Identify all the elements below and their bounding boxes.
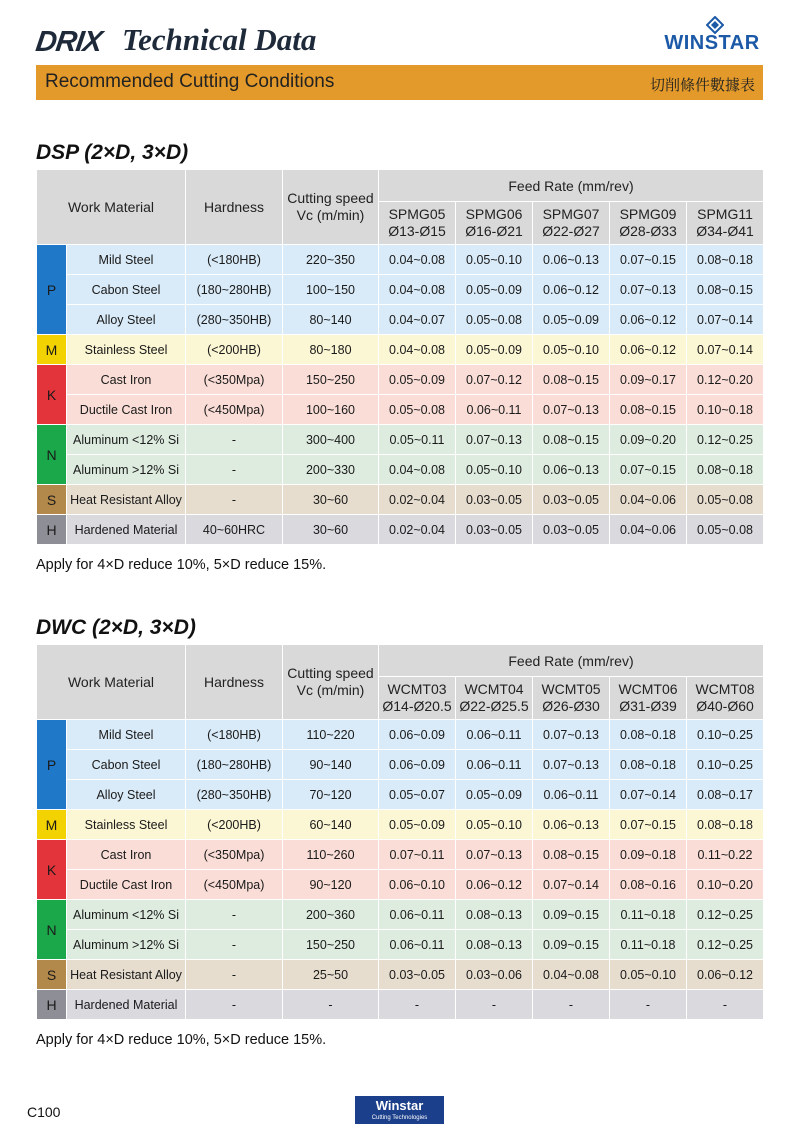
feed-rate-cell: 0.12~0.25	[687, 930, 764, 960]
material-group-badge: N	[37, 900, 67, 960]
feed-rate-cell: -	[687, 990, 764, 1020]
insert-header	[379, 202, 456, 245]
feed-rate-cell: 0.05~0.09	[379, 365, 456, 395]
insert-code: WCMT06	[618, 681, 678, 697]
feed-rate-cell: 0.08~0.18	[687, 810, 764, 840]
feed-rate-cell: 0.07~0.13	[533, 395, 610, 425]
insert-diameter-range: Ø40-Ø60	[696, 698, 754, 714]
insert-code: WCMT04	[464, 681, 524, 697]
feed-rate-cell: 0.07~0.14	[533, 870, 610, 900]
footer-winstar-logo	[355, 1096, 444, 1124]
feed-rate-cell: 0.06~0.13	[533, 810, 610, 840]
feed-rate-cell: 0.11~0.18	[610, 930, 687, 960]
material-group-badge: M	[37, 810, 67, 840]
hardness-header: Hardness	[186, 170, 283, 245]
feed-rate-cell: 0.03~0.05	[379, 960, 456, 990]
insert-diameter-range: Ø31-Ø39	[619, 698, 677, 714]
feed-rate-cell: 0.04~0.08	[379, 275, 456, 305]
hardness-cell: -	[186, 485, 283, 515]
material-group-badge: M	[37, 335, 67, 365]
feed-rate-cell: 0.08~0.15	[533, 425, 610, 455]
feed-rate-cell: 0.10~0.25	[687, 750, 764, 780]
material-group-badge: P	[37, 245, 67, 335]
feed-rate-cell: -	[610, 990, 687, 1020]
material-cell: Hardened Material	[67, 990, 186, 1020]
feed-rate-cell: 0.04~0.06	[610, 485, 687, 515]
banner-title-chinese: 切削條件數據表	[649, 77, 755, 94]
feed-rate-cell: 0.06~0.13	[533, 245, 610, 275]
cutting-speed-cell: -	[283, 990, 379, 1020]
table-row	[37, 305, 764, 335]
hardness-cell: (180~280HB)	[186, 275, 283, 305]
material-group-badge: H	[37, 990, 67, 1020]
cutting-speed-cell: 60~140	[283, 810, 379, 840]
feed-rate-cell: 0.09~0.18	[610, 840, 687, 870]
feed-rate-cell: 0.05~0.09	[456, 275, 533, 305]
material-cell: Alloy Steel	[67, 305, 186, 335]
feed-rate-cell: 0.06~0.11	[379, 930, 456, 960]
table-title-dwc: DWC (2×D, 3×D)	[36, 616, 196, 639]
cutting-speed-header-text: Cutting speed Vc (m/min)	[287, 190, 374, 223]
table-row	[37, 425, 764, 455]
table-row	[37, 720, 764, 750]
insert-diameter-range: Ø26-Ø30	[542, 698, 600, 714]
feed-rate-cell: 0.05~0.10	[456, 245, 533, 275]
insert-header	[456, 202, 533, 245]
insert-header	[687, 202, 764, 245]
material-cell: Cast Iron	[67, 840, 186, 870]
table-row	[37, 930, 764, 960]
cutting-speed-cell: 70~120	[283, 780, 379, 810]
material-cell: Mild Steel	[67, 720, 186, 750]
hardness-cell: -	[186, 930, 283, 960]
material-cell: Cabon Steel	[67, 750, 186, 780]
feed-rate-cell: 0.05~0.10	[533, 335, 610, 365]
table-row	[37, 990, 764, 1020]
feed-rate-cell: -	[533, 990, 610, 1020]
feed-rate-cell: 0.04~0.06	[610, 515, 687, 545]
insert-code: WCMT03	[387, 681, 447, 697]
feed-rate-cell: 0.06~0.12	[533, 275, 610, 305]
table-row	[37, 365, 764, 395]
cutting-speed-header-text: Cutting speed Vc (m/min)	[287, 665, 374, 698]
feed-rate-cell: 0.08~0.17	[687, 780, 764, 810]
feed-rate-cell: 0.07~0.14	[687, 305, 764, 335]
feed-rate-cell: 0.12~0.25	[687, 900, 764, 930]
feed-rate-cell: 0.02~0.04	[379, 515, 456, 545]
hardness-cell: -	[186, 990, 283, 1020]
insert-header	[533, 202, 610, 245]
material-cell: Aluminum <12% Si	[67, 900, 186, 930]
feed-rate-cell: 0.05~0.08	[379, 395, 456, 425]
feed-rate-cell: 0.07~0.13	[610, 275, 687, 305]
feed-rate-cell: 0.06~0.13	[533, 455, 610, 485]
hardness-cell: (<180HB)	[186, 245, 283, 275]
insert-header	[533, 677, 610, 720]
feed-rate-cell: 0.06~0.12	[456, 870, 533, 900]
material-cell: Hardened Material	[67, 515, 186, 545]
hardness-cell: (<180HB)	[186, 720, 283, 750]
cutting-speed-cell: 100~160	[283, 395, 379, 425]
feed-rate-cell: 0.02~0.04	[379, 485, 456, 515]
feed-rate-cell: 0.06~0.11	[456, 750, 533, 780]
hardness-cell: 40~60HRC	[186, 515, 283, 545]
cutting-speed-cell: 150~250	[283, 365, 379, 395]
material-group-badge: N	[37, 425, 67, 485]
feed-rate-cell: 0.05~0.09	[456, 780, 533, 810]
feed-rate-cell: 0.03~0.05	[456, 485, 533, 515]
cutting-speed-cell: 30~60	[283, 485, 379, 515]
feed-rate-cell: 0.04~0.08	[533, 960, 610, 990]
hardness-cell: (280~350HB)	[186, 305, 283, 335]
table-row	[37, 750, 764, 780]
feed-rate-cell: 0.09~0.15	[533, 930, 610, 960]
page-number: C100	[27, 1104, 61, 1120]
material-cell: Cast Iron	[67, 365, 186, 395]
banner-title: Recommended Cutting Conditions	[45, 71, 335, 92]
hardness-cell: (<350Mpa)	[186, 840, 283, 870]
cutting-speed-header	[283, 645, 379, 720]
feed-rate-cell: 0.06~0.12	[610, 305, 687, 335]
insert-diameter-range: Ø22-Ø25.5	[459, 698, 529, 714]
feed-rate-cell: 0.05~0.07	[379, 780, 456, 810]
feed-rate-cell: 0.03~0.05	[533, 485, 610, 515]
table-row	[37, 810, 764, 840]
insert-code: WCMT05	[541, 681, 601, 697]
table-row	[37, 245, 764, 275]
table-row	[37, 275, 764, 305]
table-title-dsp: DSP (2×D, 3×D)	[36, 141, 189, 164]
feed-rate-cell: 0.05~0.10	[456, 810, 533, 840]
material-group-badge: H	[37, 515, 67, 545]
feed-rate-cell: 0.06~0.10	[379, 870, 456, 900]
material-cell: Alloy Steel	[67, 780, 186, 810]
insert-header	[379, 677, 456, 720]
page-title: Technical Data	[122, 22, 317, 57]
cutting-speed-cell: 30~60	[283, 515, 379, 545]
feed-rate-cell: 0.11~0.18	[610, 900, 687, 930]
cutting-speed-cell: 90~140	[283, 750, 379, 780]
feed-rate-cell: 0.11~0.22	[687, 840, 764, 870]
feed-rate-cell: 0.06~0.09	[379, 750, 456, 780]
cutting-conditions-table-dwc	[36, 644, 764, 1020]
insert-diameter-range: Ø28-Ø33	[619, 223, 677, 239]
feed-rate-cell: 0.05~0.08	[456, 305, 533, 335]
material-cell: Stainless Steel	[67, 335, 186, 365]
insert-code: SPMG07	[542, 206, 600, 222]
material-cell: Heat Resistant Alloy	[67, 960, 186, 990]
hardness-cell: -	[186, 960, 283, 990]
feed-rate-cell: 0.08~0.13	[456, 900, 533, 930]
hardness-cell: (<450Mpa)	[186, 870, 283, 900]
feed-rate-cell: 0.05~0.10	[456, 455, 533, 485]
hardness-cell: (<200HB)	[186, 810, 283, 840]
feed-rate-cell: 0.08~0.16	[610, 870, 687, 900]
insert-header	[456, 677, 533, 720]
feed-rate-cell: 0.06~0.11	[533, 780, 610, 810]
cutting-speed-cell: 80~140	[283, 305, 379, 335]
insert-code: SPMG09	[619, 206, 677, 222]
feed-rate-cell: 0.07~0.14	[610, 780, 687, 810]
insert-code: SPMG06	[465, 206, 523, 222]
feed-rate-cell: 0.12~0.25	[687, 425, 764, 455]
material-group-badge: S	[37, 960, 67, 990]
section-banner	[36, 65, 763, 100]
winstar-logo-text: WINSTAR	[664, 32, 760, 54]
table-row	[37, 900, 764, 930]
material-cell: Heat Resistant Alloy	[67, 485, 186, 515]
insert-code: SPMG05	[388, 206, 446, 222]
table-row	[37, 840, 764, 870]
feed-rate-header: Feed Rate (mm/rev)	[379, 170, 764, 202]
insert-code: WCMT08	[695, 681, 755, 697]
cutting-speed-cell: 300~400	[283, 425, 379, 455]
feed-rate-cell: 0.05~0.10	[610, 960, 687, 990]
feed-rate-cell: 0.08~0.15	[610, 395, 687, 425]
header-row	[37, 170, 764, 202]
feed-rate-cell: 0.06~0.11	[379, 900, 456, 930]
material-group-badge: S	[37, 485, 67, 515]
feed-rate-cell: 0.10~0.20	[687, 870, 764, 900]
cutting-conditions-table-dsp	[36, 169, 764, 545]
material-cell: Stainless Steel	[67, 810, 186, 840]
feed-rate-cell: 0.07~0.13	[456, 840, 533, 870]
feed-rate-cell: 0.04~0.08	[379, 455, 456, 485]
feed-rate-cell: 0.10~0.18	[687, 395, 764, 425]
feed-rate-cell: 0.07~0.13	[456, 425, 533, 455]
feed-rate-cell: 0.04~0.07	[379, 305, 456, 335]
feed-rate-cell: -	[456, 990, 533, 1020]
feed-rate-cell: 0.05~0.08	[687, 515, 764, 545]
table-note-dwc: Apply for 4×D reduce 10%, 5×D reduce 15%.	[36, 1032, 327, 1048]
insert-diameter-range: Ø13-Ø15	[388, 223, 446, 239]
feed-rate-cell: 0.06~0.12	[610, 335, 687, 365]
feed-rate-cell: 0.09~0.20	[610, 425, 687, 455]
cutting-speed-cell: 220~350	[283, 245, 379, 275]
table-note-dsp: Apply for 4×D reduce 10%, 5×D reduce 15%.	[36, 557, 327, 573]
hardness-cell: (<200HB)	[186, 335, 283, 365]
feed-rate-cell: 0.08~0.15	[533, 840, 610, 870]
winstar-logo	[660, 16, 764, 56]
feed-rate-cell: 0.08~0.18	[610, 720, 687, 750]
cutting-speed-cell: 150~250	[283, 930, 379, 960]
feed-rate-cell: 0.08~0.18	[610, 750, 687, 780]
insert-header	[610, 677, 687, 720]
feed-rate-cell: 0.05~0.09	[379, 810, 456, 840]
table-row	[37, 515, 764, 545]
feed-rate-cell: 0.05~0.09	[533, 305, 610, 335]
feed-rate-cell: 0.04~0.08	[379, 245, 456, 275]
insert-diameter-range: Ø14-Ø20.5	[382, 698, 452, 714]
drix-logo-prefix: DRI	[33, 26, 86, 58]
feed-rate-cell: 0.08~0.18	[687, 245, 764, 275]
table-row	[37, 395, 764, 425]
table-row	[37, 960, 764, 990]
material-cell: Cabon Steel	[67, 275, 186, 305]
feed-rate-cell: -	[379, 990, 456, 1020]
feed-rate-cell: 0.06~0.12	[687, 960, 764, 990]
insert-diameter-range: Ø34-Ø41	[696, 223, 754, 239]
material-group-badge: K	[37, 840, 67, 900]
feed-rate-cell: 0.08~0.18	[687, 455, 764, 485]
hardness-cell: (<450Mpa)	[186, 395, 283, 425]
feed-rate-cell: 0.06~0.11	[456, 720, 533, 750]
material-group-badge: P	[37, 720, 67, 810]
cutting-speed-header	[283, 170, 379, 245]
feed-rate-cell: 0.04~0.08	[379, 335, 456, 365]
cutting-speed-cell: 110~220	[283, 720, 379, 750]
hardness-cell: -	[186, 455, 283, 485]
insert-diameter-range: Ø16-Ø21	[465, 223, 523, 239]
drix-brand-logo	[34, 26, 104, 59]
insert-header	[610, 202, 687, 245]
hardness-cell: (180~280HB)	[186, 750, 283, 780]
footer-logo-name: Winstar	[375, 1098, 424, 1113]
feed-rate-cell: 0.05~0.11	[379, 425, 456, 455]
cutting-speed-cell: 90~120	[283, 870, 379, 900]
feed-rate-cell: 0.07~0.12	[456, 365, 533, 395]
material-group-badge: K	[37, 365, 67, 425]
table-row	[37, 335, 764, 365]
feed-rate-cell: 0.09~0.15	[533, 900, 610, 930]
cutting-speed-cell: 200~360	[283, 900, 379, 930]
hardness-header: Hardness	[186, 645, 283, 720]
feed-rate-cell: 0.07~0.13	[533, 750, 610, 780]
hardness-cell: (280~350HB)	[186, 780, 283, 810]
table-row	[37, 780, 764, 810]
table-row	[37, 870, 764, 900]
feed-rate-cell: 0.08~0.15	[533, 365, 610, 395]
hardness-cell: -	[186, 900, 283, 930]
feed-rate-header: Feed Rate (mm/rev)	[379, 645, 764, 677]
cutting-speed-cell: 80~180	[283, 335, 379, 365]
feed-rate-cell: 0.07~0.15	[610, 455, 687, 485]
material-cell: Ductile Cast Iron	[67, 395, 186, 425]
feed-rate-cell: 0.07~0.13	[533, 720, 610, 750]
feed-rate-cell: 0.03~0.05	[456, 515, 533, 545]
material-cell: Aluminum <12% Si	[67, 425, 186, 455]
feed-rate-cell: 0.03~0.05	[533, 515, 610, 545]
feed-rate-cell: 0.06~0.11	[456, 395, 533, 425]
work-material-header: Work Material	[37, 645, 186, 720]
insert-code: SPMG11	[697, 206, 753, 222]
feed-rate-cell: 0.05~0.08	[687, 485, 764, 515]
feed-rate-cell: 0.07~0.11	[379, 840, 456, 870]
cutting-speed-cell: 110~260	[283, 840, 379, 870]
feed-rate-cell: 0.08~0.13	[456, 930, 533, 960]
insert-header	[687, 677, 764, 720]
material-cell: Mild Steel	[67, 245, 186, 275]
drix-logo-suffix: X	[80, 26, 104, 58]
insert-diameter-range: Ø22-Ø27	[542, 223, 600, 239]
header-row	[37, 645, 764, 677]
table-row	[37, 485, 764, 515]
table-row	[37, 455, 764, 485]
feed-rate-cell: 0.09~0.17	[610, 365, 687, 395]
material-cell: Aluminum >12% Si	[67, 930, 186, 960]
feed-rate-cell: 0.08~0.15	[687, 275, 764, 305]
cutting-speed-cell: 100~150	[283, 275, 379, 305]
hardness-cell: -	[186, 425, 283, 455]
footer-logo-tagline: Cutting Technologies	[371, 1115, 428, 1121]
feed-rate-cell: 0.12~0.20	[687, 365, 764, 395]
feed-rate-cell: 0.10~0.25	[687, 720, 764, 750]
feed-rate-cell: 0.05~0.09	[456, 335, 533, 365]
work-material-header: Work Material	[37, 170, 186, 245]
feed-rate-cell: 0.06~0.09	[379, 720, 456, 750]
hardness-cell: (<350Mpa)	[186, 365, 283, 395]
feed-rate-cell: 0.07~0.14	[687, 335, 764, 365]
cutting-speed-cell: 25~50	[283, 960, 379, 990]
cutting-speed-cell: 200~330	[283, 455, 379, 485]
feed-rate-cell: 0.03~0.06	[456, 960, 533, 990]
material-cell: Aluminum >12% Si	[67, 455, 186, 485]
feed-rate-cell: 0.07~0.15	[610, 245, 687, 275]
material-cell: Ductile Cast Iron	[67, 870, 186, 900]
feed-rate-cell: 0.07~0.15	[610, 810, 687, 840]
